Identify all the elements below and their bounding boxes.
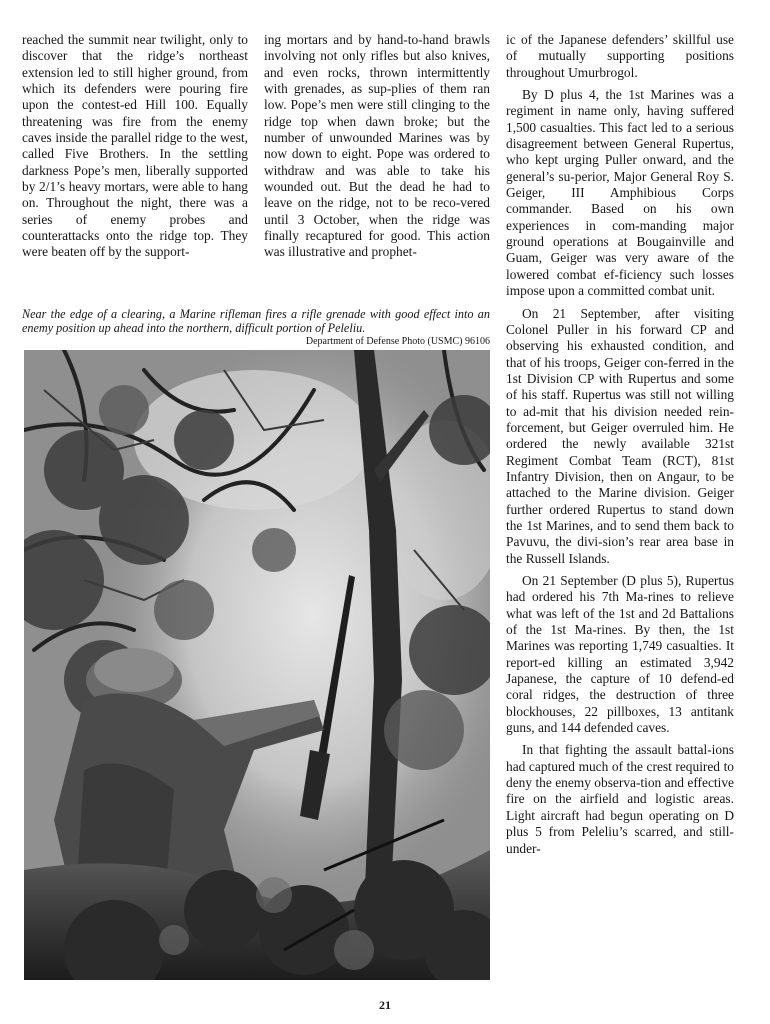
paragraph: reached the summit near twilight, only to discover that the ridge’s northeast extension led to still higher ground, from which its defenders were pouring fire upon the contest-ed Hill 100. Equally threatening was fire from the enemy caves inside the parallel ridge to the west, called Five Brothers. In the settling darkness Pope’s men, liberally supported by 2/1’s heavy mortars, were able to hang on. Throughout the night, there was a series of enemy probes and counterattacks onto the ridge top. They were beaten off by the support- <box>22 32 248 260</box>
paragraph: On 21 September, after visiting Colonel Puller in his forward CP and observing his exhausted condition, and that of his troops, Geiger con-ferred in the 1st Division CP with Rupertus and some of his staff. Rupertus was still not willing to ad-mit that his division needed rein-forcement, but Geiger overruled him. He ordered the newly available 321st Regiment Combat Team (RCT), 81st Infantry Division, then on Angaur, to be attached to the Marine division. Geiger further ordered Rupertus to stand down the 1st Marines, and to send them back to Pavuvu, the divi-sion’s rear area base in the Russell Islands. <box>506 305 734 566</box>
paragraph: On 21 September (D plus 5), Rupertus had ordered his 7th Ma-rines to relieve what was left of the 1st and 2d Battalions of the 1st Ma-rines. By then, the 1st Marines was reporting 1,749 casualties. It report-ed killing an estimated 3,942 Japanese, the capture of 10 defend-ed coral ridges, the destruction of three blockhouses, 22 pillboxes, 13 antitank guns, and 144 defended caves. <box>506 573 734 736</box>
photo-credit: Department of Defense Photo (USMC) 96106 <box>305 336 490 347</box>
paragraph: By D plus 4, the 1st Marines was a regiment in name only, having suffered 1,500 casualties. This fact led to a serious disagreement between General Rupertus, who kept urging Puller onward, and the general’s su-perior, Major General Roy S. Geiger, III Amphibious Corps commander. Based on his own experiences in com-manding major ground operations at Bougainville and Guam, Geiger was very aware of the lowered combat ef-ficiency such losses impose upon a committed combat unit. <box>506 87 734 299</box>
text-column-2 <box>264 32 490 261</box>
paragraph: ic of the Japanese defenders’ skillful use of mutually supporting positions throughout Umurbrogol. <box>506 32 734 80</box>
text-column-3 <box>506 32 734 857</box>
photo-marine-rifleman <box>24 350 490 980</box>
page-number: 21 <box>379 998 391 1012</box>
paragraph: ing mortars and by hand-to-hand brawls involving not only rifles but also knives, and even rocks, thrown intermittently with grenades, as sup-plies of them ran low. Pope’s men were still clinging to the ridge top when dawn broke; but the number of unwounded Marines was by now down to eight. Pope was ordered to withdraw and was able to take his wounded out. But the dead he had to leave on the ridge, not to be reco-vered until 3 October, when the ridge was finally recaptured for good. This action was illustrative and prophet- <box>264 32 490 260</box>
text-column-1 <box>22 32 248 261</box>
photo-caption: Near the edge of a clearing, a Marine rifleman fires a rifle grenade with good effect into an enemy position up ahead into the northern, difficult portion of Peleliu. <box>22 307 490 336</box>
paragraph: In that fighting the assault battal-ions had captured much of the crest required to deny the enemy observa-tion and effective fire on the airfield and logistic areas. Light aircraft had begun operating on D plus 5 from Peleliu’s scarred, and still-under- <box>506 742 734 856</box>
